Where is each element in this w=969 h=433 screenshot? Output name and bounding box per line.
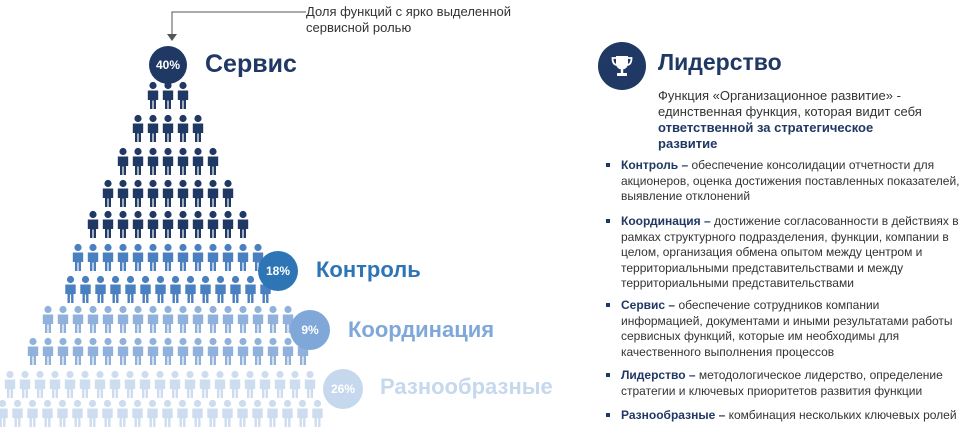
person-icon [238, 211, 248, 238]
person-icon [73, 244, 83, 271]
tier-coordination-label: Координация [348, 317, 495, 342]
person-icon [238, 244, 248, 271]
person-icon [133, 148, 143, 175]
leadership-title: Лидерство [658, 49, 782, 75]
person-icon [283, 338, 293, 365]
person-icon [148, 180, 158, 207]
person-icon [208, 306, 218, 333]
person-icon [12, 400, 22, 427]
bullet-control [606, 158, 961, 205]
bullet-service [606, 298, 961, 360]
person-icon [193, 180, 203, 207]
person-icon [268, 306, 278, 333]
person-icon [88, 244, 98, 271]
person-icon [133, 244, 143, 271]
person-icon [215, 276, 225, 303]
person-icon [178, 338, 188, 365]
person-icon [103, 244, 113, 271]
person-icon [133, 180, 143, 207]
person-icon [148, 148, 158, 175]
person-icon [133, 115, 143, 142]
leadership-description-emphasis: ответственной за стратегическое развитие [658, 120, 874, 151]
tier-control-percent-badge: 18% [258, 251, 298, 291]
bullet-term: Разнообразные – [621, 408, 726, 422]
person-icon [42, 400, 52, 427]
person-icon [208, 148, 218, 175]
person-icon [163, 244, 173, 271]
person-icon [148, 338, 158, 365]
person-icon [178, 148, 188, 175]
person-icon [72, 400, 82, 427]
tier-diverse-percent-badge: 26% [323, 369, 363, 409]
tier-coordination-percent-badge: 9% [290, 310, 330, 350]
person-icon [50, 371, 60, 398]
person-icon [95, 371, 105, 398]
person-icon [88, 211, 98, 238]
person-icon [163, 82, 173, 109]
bullet-coordination [606, 214, 961, 292]
person-icon [178, 82, 188, 109]
person-icon [223, 180, 233, 207]
person-icon [192, 400, 202, 427]
person-icon [80, 276, 90, 303]
person-icon [110, 371, 120, 398]
person-icon [260, 371, 270, 398]
person-icon [103, 306, 113, 333]
person-icon [65, 371, 75, 398]
person-icon [193, 244, 203, 271]
person-icon [290, 371, 300, 398]
person-icon [215, 371, 225, 398]
tier-diverse-label: Разнообразные [380, 374, 553, 399]
person-icon [133, 211, 143, 238]
person-icon [208, 244, 218, 271]
person-icon [118, 338, 128, 365]
person-icon [57, 400, 67, 427]
person-icon [193, 338, 203, 365]
person-icon [223, 306, 233, 333]
person-icon [148, 211, 158, 238]
person-icon [253, 306, 263, 333]
person-icon [237, 400, 247, 427]
person-icon [155, 276, 165, 303]
person-icon [305, 371, 315, 398]
person-icon [148, 115, 158, 142]
person-icon [43, 338, 53, 365]
bullet-term: Сервис – [621, 298, 676, 312]
callout-arrow [166, 8, 316, 42]
person-icon [230, 276, 240, 303]
person-icon [27, 400, 37, 427]
person-icon [230, 371, 240, 398]
bullet-text: комбинация нескольких ключевых ролей [725, 408, 957, 422]
person-icon [125, 276, 135, 303]
person-icon [87, 400, 97, 427]
person-icon [163, 115, 173, 142]
person-icon [118, 306, 128, 333]
person-icon [155, 371, 165, 398]
person-icon [185, 276, 195, 303]
person-icon [163, 338, 173, 365]
person-icon [297, 400, 307, 427]
person-icon [267, 400, 277, 427]
person-icon [102, 400, 112, 427]
person-icon [208, 180, 218, 207]
person-icon [207, 400, 217, 427]
person-icon [312, 400, 322, 427]
person-icon [223, 211, 233, 238]
tier-service-label: Сервис [205, 50, 297, 78]
person-icon [178, 306, 188, 333]
person-icon [73, 338, 83, 365]
person-icon [148, 82, 158, 109]
bullet-text: достижение согласованности в действиях в рамках структурного подразделения, функции, компании в целом, организация обмена опытом между центром и территориальными представительствами и между территориальными представительствами [621, 214, 959, 290]
tier-control-label: Контроль [316, 257, 421, 282]
bullet-text: методологическое лидерство, определение стратегии и ключевых приоритетов развития функции [621, 368, 943, 398]
person-icon [0, 400, 8, 427]
person-icon [118, 211, 128, 238]
person-icon [208, 211, 218, 238]
trophy-icon [598, 42, 646, 90]
person-icon [43, 306, 53, 333]
person-icon [58, 338, 68, 365]
person-icon [132, 400, 142, 427]
person-icon [73, 306, 83, 333]
person-icon [103, 211, 113, 238]
person-icon [185, 371, 195, 398]
person-icon [28, 338, 38, 365]
person-icon [200, 371, 210, 398]
person-icon [208, 338, 218, 365]
person-icon [80, 371, 90, 398]
person-icon [222, 400, 232, 427]
person-icon [223, 244, 233, 271]
person-icon [140, 276, 150, 303]
person-icon [245, 371, 255, 398]
bullet-leadership [606, 368, 961, 399]
person-icon [238, 306, 248, 333]
person-icon [117, 400, 127, 427]
person-icon [88, 306, 98, 333]
person-icon [125, 371, 135, 398]
leadership-description-text: Функция «Организационное развитие» - единственная функция, которая видит себя [658, 88, 922, 119]
person-icon [178, 115, 188, 142]
leadership-description [658, 88, 923, 152]
person-icon [275, 371, 285, 398]
person-icon [163, 306, 173, 333]
person-icon [148, 306, 158, 333]
person-icon [118, 180, 128, 207]
person-icon [193, 148, 203, 175]
person-icon [253, 338, 263, 365]
person-icon [178, 211, 188, 238]
person-icon [223, 338, 233, 365]
person-icon [65, 276, 75, 303]
person-icon [163, 148, 173, 175]
person-icon [133, 306, 143, 333]
person-icon [88, 338, 98, 365]
bullet-text: обеспечение консолидации отчетности для акционеров, оценка достижения поставленных показателей, выявление отклонений [621, 158, 960, 203]
person-icon [238, 338, 248, 365]
tier-service-percent-badge: 40% [149, 46, 187, 84]
bullet-term: Контроль – [621, 158, 689, 172]
person-icon [170, 276, 180, 303]
person-icon [118, 148, 128, 175]
person-icon [148, 244, 158, 271]
person-icon [170, 371, 180, 398]
person-icon [200, 276, 210, 303]
bullet-term: Координация – [621, 214, 711, 228]
person-icon [95, 276, 105, 303]
callout-text: Доля функций с ярко выделенной сервисной ролью [306, 4, 511, 35]
person-icon [5, 371, 15, 398]
person-icon [58, 306, 68, 333]
person-icon [193, 115, 203, 142]
person-icon [147, 400, 157, 427]
bullet-term: Лидерство – [621, 368, 696, 382]
person-icon [193, 306, 203, 333]
bullet-diverse [606, 408, 961, 424]
person-icon [110, 276, 120, 303]
person-icon [118, 244, 128, 271]
person-icon [35, 371, 45, 398]
person-icon [103, 180, 113, 207]
person-icon [163, 211, 173, 238]
person-icon [282, 400, 292, 427]
person-icon [193, 211, 203, 238]
bullet-text: обеспечение сотрудников компании информацией, документами и иными результатами работы сервисных функций, которые им необходимы для качественного выполнения процессов [621, 298, 953, 359]
person-icon [133, 338, 143, 365]
person-icon [162, 400, 172, 427]
person-icon [245, 276, 255, 303]
person-icon [177, 400, 187, 427]
person-icon [178, 244, 188, 271]
person-icon [103, 338, 113, 365]
person-icon [268, 338, 278, 365]
person-icon [178, 180, 188, 207]
person-icon [163, 180, 173, 207]
person-icon [140, 371, 150, 398]
person-icon [20, 371, 30, 398]
person-icon [252, 400, 262, 427]
